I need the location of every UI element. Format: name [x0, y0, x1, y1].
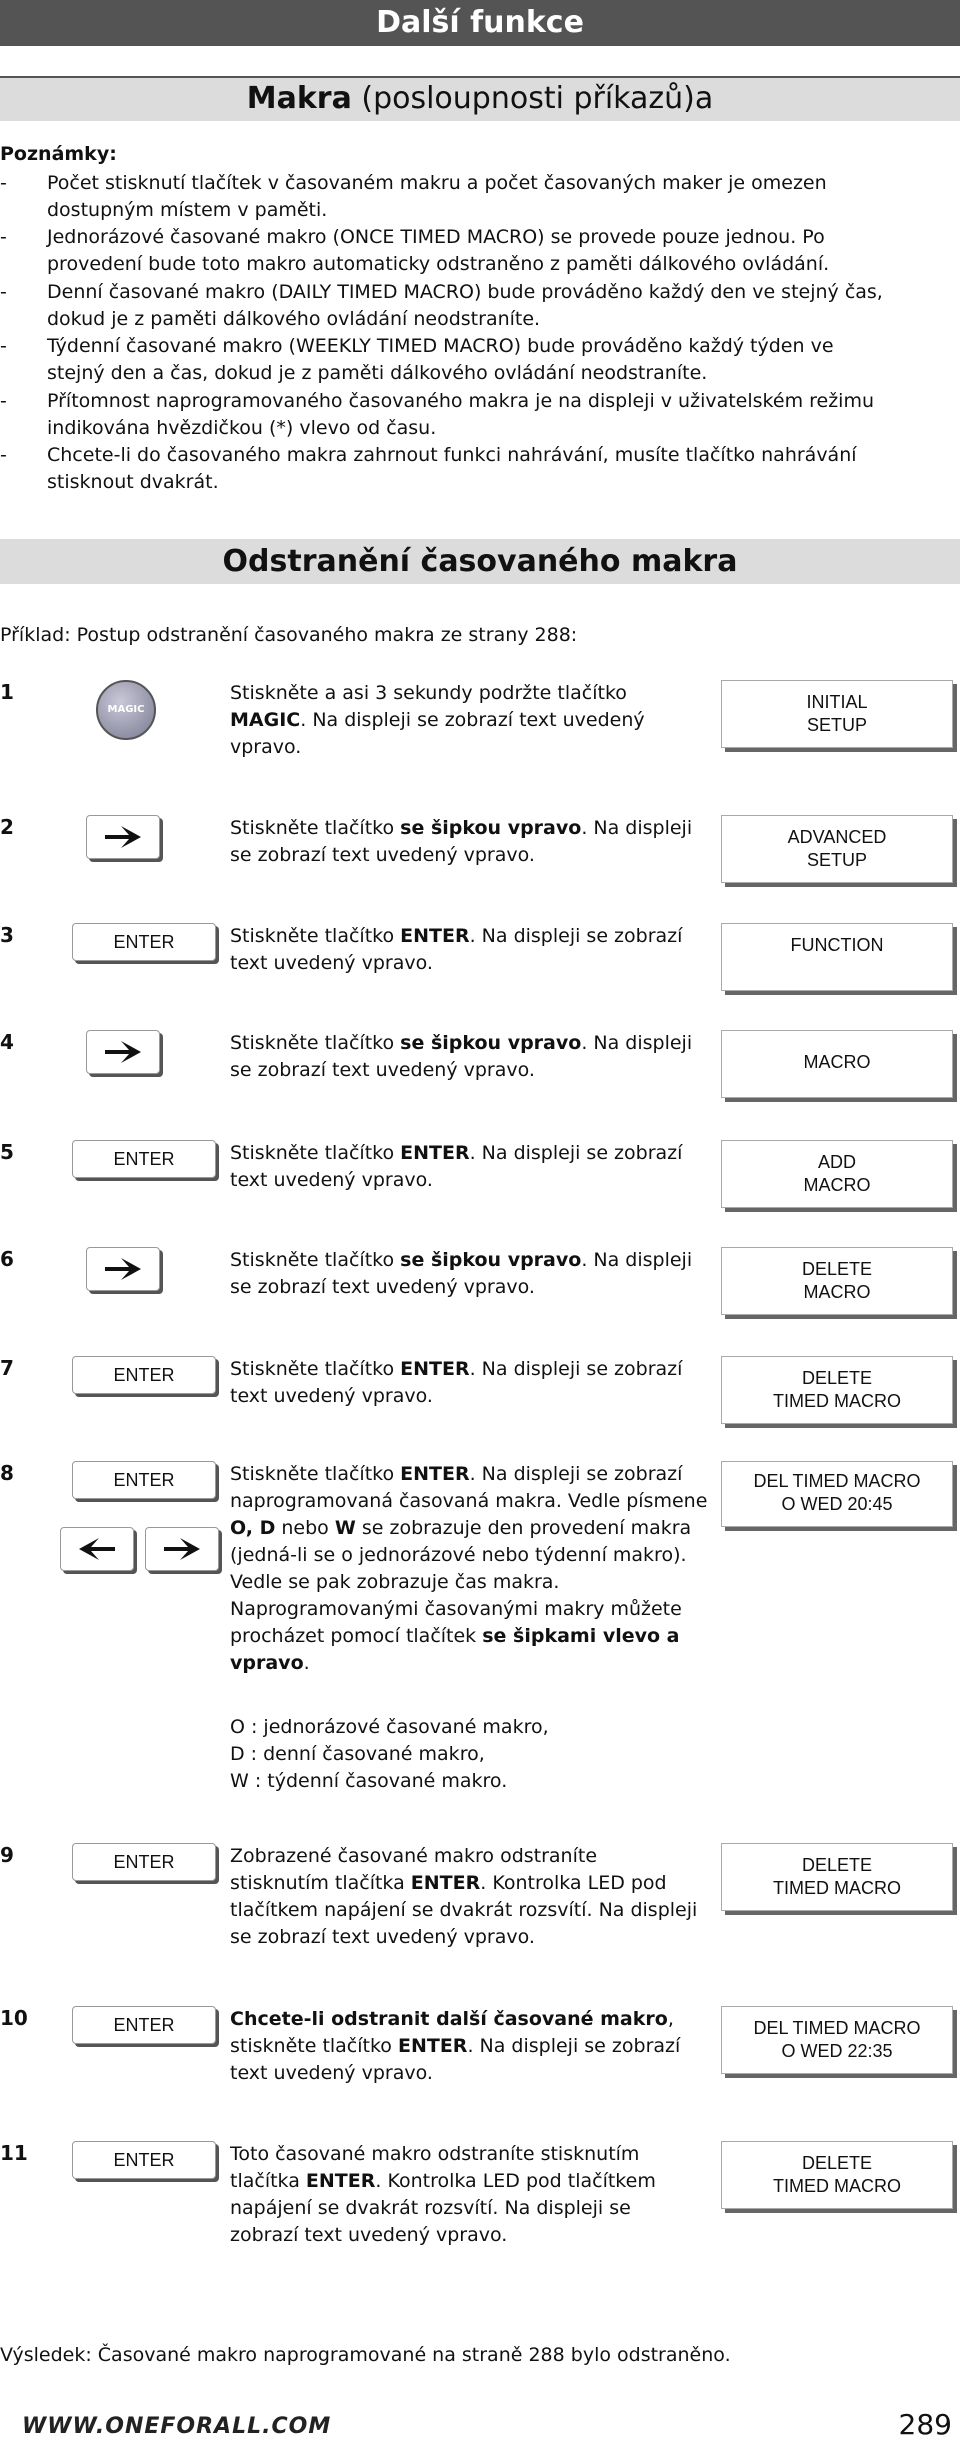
text: . Na displeji se zobrazí text uvedený vpravo.: [230, 1249, 693, 1298]
note-item: [0, 224, 900, 278]
legend-item: W : týdenní časované makro.: [230, 1770, 508, 1792]
note-text: Chcete-li do časovaného makra zahrnout funkci nahrávání, musíte tlačítko nahrávání stisknout dvakrát.: [47, 444, 857, 493]
notes-heading: Poznámky:: [0, 143, 117, 165]
section-title: Odstranění časovaného makra: [222, 544, 738, 579]
note-text: Denní časované makro (DAILY TIMED MACRO) bude prováděno každý den ve stejný čas, dokud je z paměti dálkového ovládání neodstraníte.: [47, 281, 883, 330]
display-line-1: DELETE: [801, 1259, 873, 1279]
note-text: Přítomnost naprogramovaného časovaného makra je na displeji v uživatelském režimu indikována hvězdičkou (*) vlevo od času.: [47, 390, 875, 439]
enter-button: ENTER: [72, 1356, 216, 1394]
step-instruction: [230, 1843, 700, 1951]
text-bold: se šipkami vlevo a vpravo: [230, 1625, 680, 1674]
lcd-display: [721, 1461, 953, 1527]
text-bold: ENTER: [410, 1872, 481, 1894]
lcd-display: [721, 680, 953, 748]
step-number: 4: [0, 1030, 14, 1054]
left-arrow-button: [60, 1527, 134, 1571]
text: se zobrazuje den provedení makra (jedná-li se o jednorázové nebo týdenní makro). Vedle se pak zobrazuje čas makra. Naprogramovanými časovanými makry můžete procházet pomocí tlačítek: [230, 1517, 692, 1647]
text: . Na displeji se zobrazí text uvedený vpravo.: [230, 817, 693, 866]
note-text: Počet stisknutí tlačítek v časovaném makru a počet časovaných maker je omezen dostupným místem v paměti.: [47, 172, 827, 221]
step-number: 8: [0, 1461, 14, 1485]
text-bold: W: [334, 1517, 356, 1539]
text-bold: ENTER: [305, 2170, 376, 2192]
note-item: [0, 442, 900, 496]
enter-button: ENTER: [72, 1843, 216, 1881]
display-line-2: SETUP: [806, 850, 867, 870]
left-arrow-icon: [77, 1536, 117, 1562]
step-number: 11: [0, 2141, 28, 2165]
text: Zobrazené časované makro odstraníte stisknutím tlačítka: [230, 1845, 598, 1894]
step-number: 3: [0, 923, 14, 947]
enter-button: ENTER: [72, 1461, 216, 1499]
text-bold: se šipkou vpravo: [400, 1032, 582, 1054]
text-bold: ENTER: [400, 925, 470, 947]
step-number: 9: [0, 1843, 14, 1867]
display-line-1: ADD: [817, 1152, 856, 1172]
display-line-1: FUNCTION: [790, 935, 884, 955]
note-item: [0, 170, 900, 224]
step-instruction: [230, 2141, 700, 2249]
text: Stiskněte tlačítko: [230, 1142, 401, 1164]
display-line-1: DEL TIMED MACRO: [753, 2018, 921, 2038]
lcd-display: [721, 923, 953, 991]
legend-item: O : jednorázové časované makro,: [230, 1716, 549, 1738]
step-instruction: [230, 1356, 700, 1410]
text: Stiskněte tlačítko: [230, 1463, 401, 1485]
text: Stiskněte tlačítko: [230, 817, 401, 839]
step-number: 2: [0, 815, 14, 839]
display-line-2: MACRO: [803, 1175, 871, 1195]
page-header-title: Další funkce: [376, 5, 584, 40]
section-title-macros: [0, 76, 960, 121]
text-bold: Chcete-li odstranit další časované makro: [230, 2008, 668, 2030]
note-text: Jednorázové časované makro (ONCE TIMED MACRO) se provede pouze jednou. Po provedení bude toto makro automaticky odstraněno z paměti dálkového ovládání.: [47, 226, 830, 275]
step-instruction: [230, 1030, 700, 1084]
display-line-2: TIMED MACRO: [773, 1391, 901, 1411]
lcd-display: [721, 815, 953, 883]
display-line-1: DELETE: [801, 2153, 873, 2173]
text: . Na displeji se zobrazí naprogramovaná časovaná makra. Vedle písmene: [230, 1463, 708, 1512]
lcd-display: [721, 1140, 953, 1208]
text: Stiskněte tlačítko: [230, 1249, 401, 1271]
text: . Na displeji se zobrazí text uvedený vpravo.: [230, 2035, 681, 2084]
magic-button: MAGIC: [96, 680, 156, 740]
step-instruction: [230, 1247, 700, 1301]
text: . Na displeji se zobrazí text uvedený vpravo.: [230, 1142, 683, 1191]
section-title-delete-timed-macro: [0, 539, 960, 584]
text-bold: O, D: [230, 1517, 276, 1539]
display-line-1: ADVANCED: [787, 827, 887, 847]
note-item: [0, 333, 900, 387]
note-text: Týdenní časované makro (WEEKLY TIMED MACRO) bude prováděno každý týden ve stejný den a čas, dokud je z paměti dálkového ovládání neodstraníte.: [47, 335, 834, 384]
step-instruction: [230, 1140, 700, 1194]
text-bold: MAGIC: [230, 709, 301, 731]
note-dash: -: [0, 335, 7, 357]
display-line-1: MACRO: [803, 1052, 871, 1072]
note-dash: -: [0, 172, 7, 194]
step-number: 5: [0, 1140, 14, 1164]
step-instruction: [230, 1461, 710, 1677]
note-dash: -: [0, 444, 7, 466]
text: . Na displeji se zobrazí text uvedený vpravo.: [230, 925, 683, 974]
note-dash: -: [0, 226, 7, 248]
step-number: 10: [0, 2006, 28, 2030]
step-instruction: [230, 815, 700, 869]
text: . Na displeji se zobrazí text uvedený vpravo.: [230, 709, 645, 758]
legend: [230, 1714, 549, 1795]
right-arrow-button: [86, 1030, 160, 1074]
page-header: [0, 0, 960, 46]
note-item: [0, 279, 900, 333]
display-line-2: SETUP: [806, 715, 867, 735]
section-title-bold: Makra: [246, 81, 352, 116]
display-line-2: O WED 20:45: [781, 1494, 893, 1514]
step-number: 6: [0, 1247, 14, 1271]
text: . Kontrolka LED pod tlačítkem napájení se dvakrát rozsvítí. Na displeji se zobrazí text uvedený vpravo.: [230, 2170, 656, 2246]
display-line-1: DELETE: [801, 1368, 873, 1388]
enter-button: ENTER: [72, 2141, 216, 2179]
step-instruction: [230, 923, 700, 977]
display-line-2: TIMED MACRO: [773, 2176, 901, 2196]
text-bold: ENTER: [400, 1463, 470, 1485]
text: Stiskněte tlačítko: [230, 1358, 401, 1380]
note-dash: -: [0, 390, 7, 412]
section-rule: [0, 76, 960, 78]
text: Stiskněte tlačítko: [230, 1032, 401, 1054]
lcd-display: [721, 2141, 953, 2209]
text: Stiskněte tlačítko: [230, 925, 401, 947]
right-arrow-button: [145, 1527, 219, 1571]
step-instruction: [230, 680, 700, 761]
display-line-2: TIMED MACRO: [773, 1878, 901, 1898]
step-number: 7: [0, 1356, 14, 1380]
footer-url: WWW.ONEFORALL.COM: [22, 2414, 332, 2439]
lcd-display: [721, 1030, 953, 1098]
note-dash: -: [0, 281, 7, 303]
text-bold: ENTER: [400, 1358, 470, 1380]
display-line-1: DEL TIMED MACRO: [753, 1471, 921, 1491]
enter-button: ENTER: [72, 1140, 216, 1178]
display-line-2: O WED 22:35: [781, 2041, 893, 2061]
step-instruction: [230, 2006, 700, 2087]
text: . Kontrolka LED pod tlačítkem napájení se dvakrát rozsvítí. Na displeji se zobrazí text uvedený vpravo.: [230, 1872, 698, 1948]
text: Stiskněte a asi 3 sekundy podržte tlačítko: [230, 682, 627, 704]
page-number: 289: [898, 2408, 952, 2441]
step-number: 1: [0, 680, 14, 704]
text-bold: ENTER: [400, 1142, 470, 1164]
section-title-rest: (posloupnosti příkazů)a: [351, 81, 714, 116]
text: nebo: [275, 1517, 335, 1539]
text-bold: ENTER: [397, 2035, 468, 2057]
note-item: [0, 388, 900, 442]
display-line-1: INITIAL: [806, 692, 868, 712]
text: , stiskněte tlačítko: [230, 2008, 674, 2057]
enter-button: ENTER: [72, 2006, 216, 2044]
right-arrow-button: [86, 1247, 160, 1291]
lcd-display: [721, 1356, 953, 1424]
display-line-2: MACRO: [803, 1282, 871, 1302]
example-text: Příklad: Postup odstranění časovaného makra ze strany 288:: [0, 624, 578, 646]
right-arrow-icon: [162, 1536, 202, 1562]
text-bold: se šipkou vpravo: [400, 817, 582, 839]
right-arrow-button: [86, 815, 160, 859]
display-line-1: DELETE: [801, 1855, 873, 1875]
lcd-display: [721, 1843, 953, 1911]
lcd-display: [721, 1247, 953, 1315]
text: .: [303, 1652, 310, 1674]
right-arrow-icon: [103, 1256, 143, 1282]
enter-button: ENTER: [72, 923, 216, 961]
text: . Na displeji se zobrazí text uvedený vpravo.: [230, 1032, 693, 1081]
legend-item: D : denní časované makro,: [230, 1743, 485, 1765]
right-arrow-icon: [103, 824, 143, 850]
text: Toto časované makro odstraníte stisknutím tlačítka: [230, 2143, 640, 2192]
text: . Na displeji se zobrazí text uvedený vpravo.: [230, 1358, 683, 1407]
result-text: Výsledek: Časované makro naprogramované na straně 288 bylo odstraněno.: [0, 2344, 731, 2366]
lcd-display: [721, 2006, 953, 2074]
right-arrow-icon: [103, 1039, 143, 1065]
text-bold: se šipkou vpravo: [400, 1249, 582, 1271]
